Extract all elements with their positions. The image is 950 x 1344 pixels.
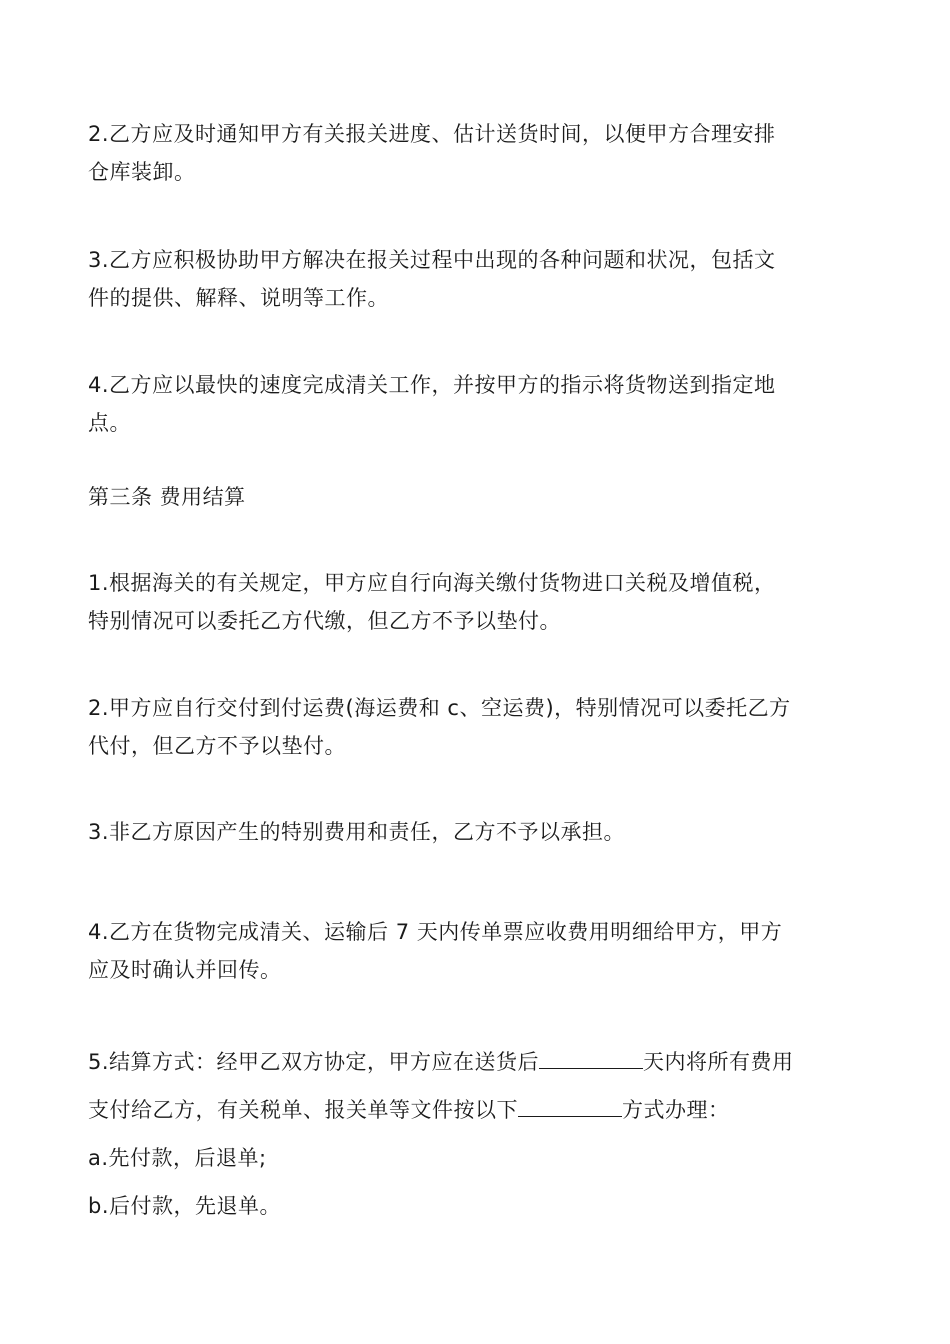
text-line: 应及时确认并回传。	[88, 958, 282, 982]
text-line: 3.非乙方原因产生的特别费用和责任，乙方不予以承担。	[88, 820, 626, 844]
text-line: 2.乙方应及时通知甲方有关报关进度、估计送货时间，以便甲方合理安排	[88, 122, 776, 146]
text-line: 特别情况可以委托乙方代缴，但乙方不予以垫付。	[88, 609, 561, 633]
fee-clause-4	[88, 913, 878, 989]
settlement-line2-suffix: 方式办理：	[622, 1098, 730, 1122]
text-line	[88, 1086, 878, 1134]
text-line: 代付，但乙方不予以垫付。	[88, 734, 346, 758]
fee-clause-1	[88, 564, 878, 640]
clause-4-clearance	[88, 366, 878, 442]
text-line: 件的提供、解释、说明等工作。	[88, 286, 389, 310]
clause-2-notify	[88, 115, 878, 191]
text-line	[88, 1038, 878, 1086]
method-blank	[518, 1096, 622, 1117]
days-blank	[539, 1048, 643, 1069]
text-line: 仓库装卸。	[88, 160, 196, 184]
fee-clause-3	[88, 813, 878, 851]
option-a: a.先付款，后退单;	[88, 1146, 267, 1170]
option-b: b.后付款，先退单。	[88, 1194, 282, 1218]
text-line: 4.乙方在货物完成清关、运输后 7 天内传单票应收费用明细给甲方，甲方	[88, 920, 783, 944]
text-line: 点。	[88, 411, 131, 435]
text-line: 3.乙方应积极协助甲方解决在报关过程中出现的各种问题和状况，包括文	[88, 248, 776, 272]
clause-3-assist	[88, 241, 878, 317]
text-line: 2.甲方应自行交付到付运费(海运费和 c、空运费)，特别情况可以委托乙方	[88, 696, 791, 720]
text-line: 4.乙方应以最快的速度完成清关工作，并按甲方的指示将货物送到指定地	[88, 373, 776, 397]
settlement-line1-suffix: 天内将所有费用	[643, 1050, 794, 1074]
section-title: 第三条 费用结算	[88, 485, 246, 509]
section-heading	[88, 478, 878, 516]
settlement-line1-prefix: 5.结算方式：经甲乙双方协定，甲方应在送货后	[88, 1050, 540, 1074]
text-line: 1.根据海关的有关规定，甲方应自行向海关缴付货物进口关税及增值税，	[88, 571, 776, 595]
fee-clause-2	[88, 689, 878, 765]
settlement-line2-prefix: 支付给乙方，有关税单、报关单等文件按以下	[88, 1098, 518, 1122]
fee-clause-5-settlement	[88, 1038, 878, 1230]
